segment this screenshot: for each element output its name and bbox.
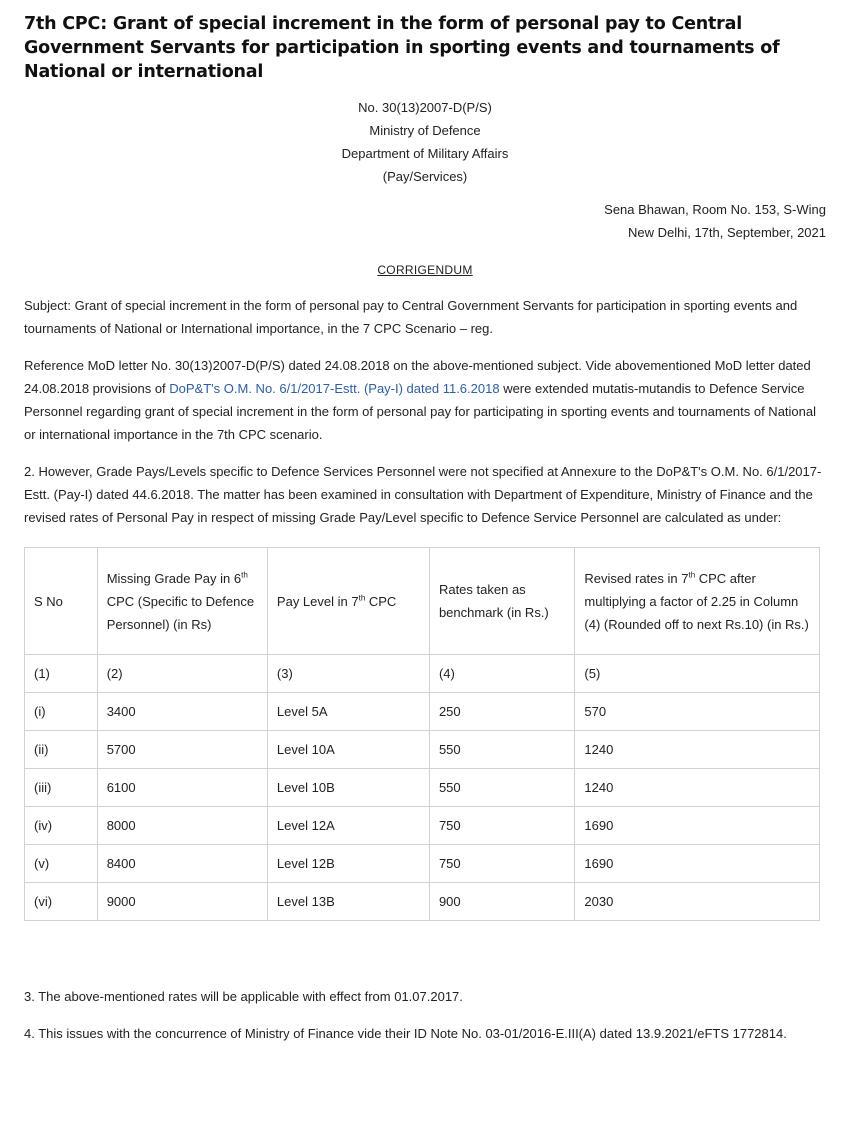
corrigendum-heading: CORRIGENDUM <box>377 263 473 277</box>
cell-benchmark-rate: 750 <box>429 807 574 845</box>
cell-sno: (v) <box>25 845 98 883</box>
cell-revised-rate: 2030 <box>575 883 820 921</box>
paragraph-2: 2. However, Grade Pays/Levels specific to Defence Services Personnel were not specified at Annexure to the DoP&T's O.M. No. 6/1/2017-Estt. (Pay-I) dated 44.6.2018. The matter has been examined in consultation with Department of Expenditure, Ministry of Finance and the revised rates of Personal Pay in respect of missing Grade Pay/Level specific to Defence Service Personnel are calculated as under: <box>24 464 822 525</box>
column-number: (2) <box>97 655 267 693</box>
table-row <box>25 731 820 769</box>
cell-pay-level: Level 5A <box>267 693 429 731</box>
cell-revised-rate: 1690 <box>575 807 820 845</box>
subject-paragraph: Subject: Grant of special increment in the form of personal pay to Central Government Servants for participation in sporting events and tournaments of National or International importance, in the 7 CPC Scenario – reg. <box>24 298 798 336</box>
address-line-1: Sena Bhawan, Room No. 153, S-Wing <box>604 202 826 217</box>
cell-pay-level: Level 12A <box>267 807 429 845</box>
dopt-om-link[interactable]: DoP&T's O.M. No. 6/1/2017-Estt. (Pay-I) dated 11.6.2018 <box>169 381 500 396</box>
table-row <box>25 807 820 845</box>
cell-revised-rate: 1690 <box>575 845 820 883</box>
header-revised-rates: Revised rates in 7th CPC after multiplying a factor of 2.25 in Column (4) (Rounded off to next Rs.10) (in Rs.) <box>575 548 820 655</box>
column-number-row <box>25 655 820 693</box>
cell-benchmark-rate: 250 <box>429 693 574 731</box>
cell-grade-pay: 9000 <box>97 883 267 921</box>
table-row <box>25 845 820 883</box>
cell-sno: (iii) <box>25 769 98 807</box>
cell-grade-pay: 5700 <box>97 731 267 769</box>
cell-grade-pay: 3400 <box>97 693 267 731</box>
column-number: (1) <box>25 655 98 693</box>
reference-text-1: Reference MoD letter No. 30(13)2007-D(P/S) dated 24.08.2018 on the above-mentioned subject. Vide abovementioned MoD letter dated 24.08.2018 provisions of <box>24 358 811 396</box>
cell-sno: (i) <box>25 693 98 731</box>
cell-pay-level: Level 12B <box>267 845 429 883</box>
document-page <box>24 10 826 1045</box>
header-pay-level: Pay Level in 7th CPC <box>267 548 429 655</box>
header-missing-grade-pay: Missing Grade Pay in 6th CPC (Specific to Defence Personnel) (in Rs) <box>97 548 267 655</box>
cell-grade-pay: 8000 <box>97 807 267 845</box>
column-number: (4) <box>429 655 574 693</box>
cell-benchmark-rate: 900 <box>429 883 574 921</box>
header-benchmark-rates: Rates taken as benchmark (in Rs.) <box>429 548 574 655</box>
cell-benchmark-rate: 550 <box>429 731 574 769</box>
page-title: 7th CPC: Grant of special increment in the form of personal pay to Central Government Servants for participation in sporting events and tournaments of National or international <box>24 14 780 82</box>
paragraph-3: 3. The above-mentioned rates will be applicable with effect from 01.07.2017. <box>24 989 463 1004</box>
reference-paragraph <box>24 354 826 446</box>
table-row <box>25 769 820 807</box>
paragraph-4: 4. This issues with the concurrence of Ministry of Finance vide their ID Note No. 03-01/2016-E.III(A) dated 13.9.2021/eFTS 1772814. <box>24 1026 787 1041</box>
header-sno: S No <box>25 548 98 655</box>
table-row <box>25 883 820 921</box>
cell-benchmark-rate: 550 <box>429 769 574 807</box>
cell-pay-level: Level 13B <box>267 883 429 921</box>
letter-number: No. 30(13)2007-D(P/S) <box>358 100 492 115</box>
cell-pay-level: Level 10A <box>267 731 429 769</box>
cell-revised-rate: 1240 <box>575 769 820 807</box>
letterhead <box>24 96 826 188</box>
table-row <box>25 693 820 731</box>
section-name: (Pay/Services) <box>382 169 468 184</box>
table-header-row <box>25 548 820 655</box>
address-block <box>24 198 826 244</box>
cell-revised-rate: 570 <box>575 693 820 731</box>
cell-pay-level: Level 10B <box>267 769 429 807</box>
column-number: (3) <box>267 655 429 693</box>
revised-rates-table <box>24 547 820 921</box>
cell-sno: (ii) <box>25 731 98 769</box>
address-line-2: New Delhi, 17th, September, 2021 <box>627 225 826 240</box>
cell-sno: (vi) <box>25 883 98 921</box>
cell-revised-rate: 1240 <box>575 731 820 769</box>
cell-benchmark-rate: 750 <box>429 845 574 883</box>
reference-text-2: were extended mutatis-mutandis to Defence Service Personnel regarding grant of special increment in the form of personal pay for participating in sporting events and tournaments of National or international importance in the 7th CPC scenario. <box>24 381 817 442</box>
cell-sno: (iv) <box>25 807 98 845</box>
cell-grade-pay: 8400 <box>97 845 267 883</box>
cell-grade-pay: 6100 <box>97 769 267 807</box>
ministry-name: Ministry of Defence <box>369 123 481 138</box>
department-name: Department of Military Affairs <box>341 146 509 161</box>
column-number: (5) <box>575 655 820 693</box>
